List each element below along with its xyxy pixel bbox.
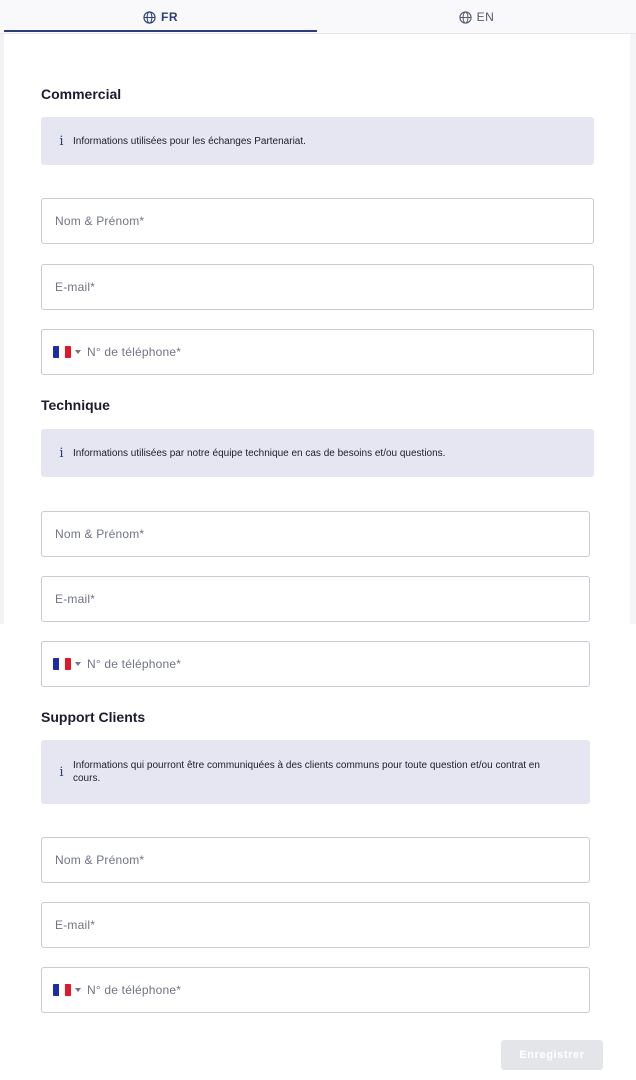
commercial-name-field[interactable] bbox=[41, 198, 594, 244]
info-text-support: Informations qui pourront être communiquées à des clients communs pour toute question et/ou contrat en cours. bbox=[73, 760, 540, 784]
tab-en-label: EN bbox=[476, 10, 495, 24]
info-box-support bbox=[41, 740, 590, 804]
technique-name-field[interactable] bbox=[41, 511, 590, 557]
tab-fr-label: FR bbox=[161, 10, 178, 24]
support-phone-input[interactable] bbox=[83, 968, 589, 1012]
section-title-technique: Technique bbox=[41, 397, 110, 413]
chevron-down-icon[interactable] bbox=[75, 988, 81, 992]
chevron-down-icon[interactable] bbox=[75, 662, 81, 666]
commercial-email-field[interactable] bbox=[41, 264, 594, 310]
info-icon: i bbox=[59, 445, 64, 461]
info-box-technique bbox=[41, 429, 594, 477]
tab-fr[interactable] bbox=[4, 0, 317, 34]
page-edge-right bbox=[630, 34, 636, 624]
info-icon: i bbox=[59, 133, 64, 149]
commercial-phone-input[interactable] bbox=[83, 330, 593, 374]
support-name-field[interactable] bbox=[41, 837, 590, 883]
chevron-down-icon[interactable] bbox=[75, 350, 81, 354]
technique-email-input[interactable] bbox=[42, 577, 589, 621]
info-box-commercial bbox=[41, 117, 594, 165]
tab-en[interactable] bbox=[317, 0, 636, 34]
section-title-commercial: Commercial bbox=[41, 86, 122, 102]
support-email-field[interactable] bbox=[41, 902, 590, 948]
language-tabs bbox=[0, 0, 636, 34]
info-icon: i bbox=[59, 764, 64, 780]
info-text-technique: Informations utilisées par notre équipe technique en cas de besoins et/ou questions. bbox=[73, 447, 446, 459]
france-flag-icon[interactable] bbox=[53, 346, 71, 358]
info-text-commercial: Informations utilisées pour les échanges Partenariat. bbox=[73, 135, 306, 147]
technique-phone-field[interactable] bbox=[41, 641, 590, 687]
france-flag-icon[interactable] bbox=[53, 984, 71, 996]
commercial-name-input[interactable] bbox=[42, 199, 593, 243]
technique-phone-input[interactable] bbox=[83, 642, 589, 686]
page-edge-left bbox=[0, 34, 4, 624]
globe-icon bbox=[143, 11, 156, 24]
france-flag-icon[interactable] bbox=[53, 658, 71, 670]
section-title-support: Support Clients bbox=[41, 709, 146, 725]
active-tab-indicator bbox=[4, 30, 317, 32]
globe-icon bbox=[459, 11, 472, 24]
commercial-phone-field[interactable] bbox=[41, 329, 594, 375]
save-button[interactable]: Enregistrer bbox=[501, 1040, 603, 1070]
support-name-input[interactable] bbox=[42, 838, 589, 882]
technique-email-field[interactable] bbox=[41, 576, 590, 622]
support-phone-field[interactable] bbox=[41, 967, 590, 1013]
support-email-input[interactable] bbox=[42, 903, 589, 947]
technique-name-input[interactable] bbox=[42, 512, 589, 556]
commercial-email-input[interactable] bbox=[42, 265, 593, 309]
